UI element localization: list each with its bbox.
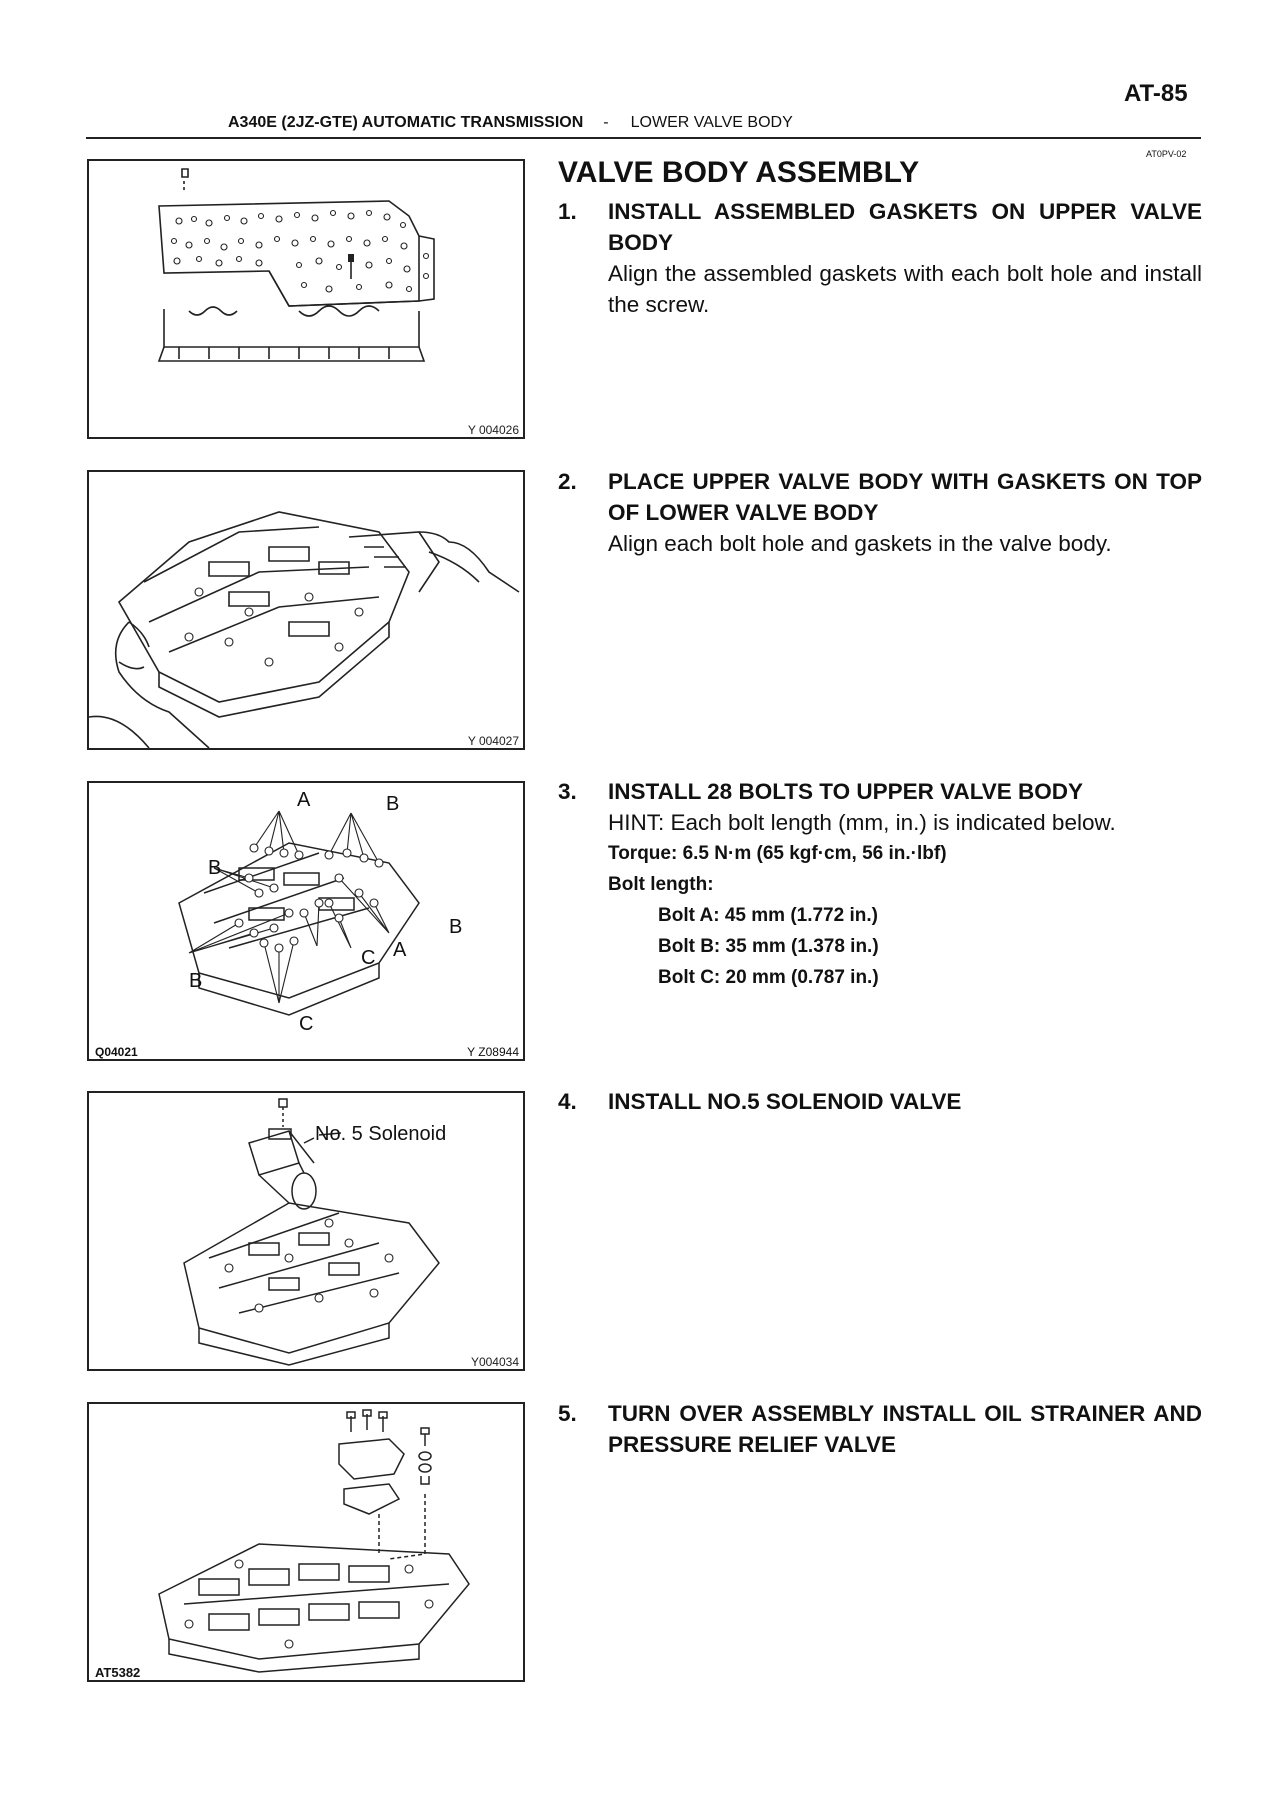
figure-code: Y 004026 xyxy=(467,423,519,437)
callout-b: B xyxy=(189,970,203,992)
step-number: 2. xyxy=(558,469,577,494)
callout-b: B xyxy=(208,857,222,879)
step-heading: INSTALL 28 BOLTS TO UPPER VALVE BODY xyxy=(608,779,1084,804)
manual-title: A340E (2JZ-GTE) AUTOMATIC TRANSMISSION xyxy=(228,114,584,131)
step-number: 4. xyxy=(558,1089,577,1114)
step-heading: INSTALL ASSEMBLED GASKETS ON UPPER VALVE BODY xyxy=(608,199,1202,255)
torque-spec: Torque: 6.5 N·m (65 kgf·cm, 56 in.·lbf) xyxy=(608,843,947,864)
solenoid-illustration xyxy=(89,1093,523,1369)
callout-c: C xyxy=(361,947,376,969)
callout-a: A xyxy=(393,939,407,961)
gasket-illustration xyxy=(89,161,523,437)
bolt-c-spec: Bolt C: 20 mm (0.787 in.) xyxy=(658,967,879,988)
figure-code: Y Z08944 xyxy=(467,1045,519,1059)
step-2 xyxy=(558,466,1202,559)
figure-code: Y 004027 xyxy=(467,734,519,748)
step-heading: PLACE UPPER VALVE BODY WITH GASKETS ON TOP OF LOWER VALVE BODY xyxy=(608,469,1202,525)
figure-bolt-locations xyxy=(87,781,525,1061)
step-text: Align the assembled gaskets with each bolt hole and install the screw. xyxy=(608,261,1202,317)
callout-b: B xyxy=(386,793,400,815)
step-text: Align each bolt hole and gaskets in the valve body. xyxy=(608,531,1112,556)
step-3 xyxy=(558,776,1202,993)
figure-solenoid xyxy=(87,1091,525,1371)
figure-left-code: Q04021 xyxy=(95,1045,138,1059)
step-5 xyxy=(558,1398,1202,1460)
step-number: 1. xyxy=(558,199,577,224)
hint-text: HINT: Each bolt length (mm, in.) is indicated below. xyxy=(608,810,1116,835)
page-number: AT-85 xyxy=(1124,80,1188,107)
step-4 xyxy=(558,1086,1202,1117)
bolt-b-spec: Bolt B: 35 mm (1.378 in.) xyxy=(658,936,879,957)
figure-gasket-install xyxy=(87,159,525,439)
callout-b: B xyxy=(449,916,463,938)
step-1 xyxy=(558,196,1202,320)
running-header xyxy=(228,114,793,132)
bolt-a-spec: Bolt A: 45 mm (1.772 in.) xyxy=(658,905,878,926)
step-heading: TURN OVER ASSEMBLY INSTALL OIL STRAINER AND PRESSURE RELIEF VALVE xyxy=(608,1401,1202,1457)
figure-oil-strainer xyxy=(87,1402,525,1682)
figure-place-upper-body xyxy=(87,470,525,750)
callout-a: A xyxy=(297,789,311,811)
oil-strainer-illustration xyxy=(89,1404,523,1680)
section-title: VALVE BODY ASSEMBLY xyxy=(558,156,920,189)
callout-c: C xyxy=(299,1013,314,1035)
figure-left-code: AT5382 xyxy=(95,1665,141,1680)
step-number: 5. xyxy=(558,1401,577,1426)
section-name: LOWER VALVE BODY xyxy=(630,114,793,131)
valve-body-hands-illustration xyxy=(89,472,523,748)
figure-code: Y004034 xyxy=(470,1355,519,1369)
step-heading: INSTALL NO.5 SOLENOID VALVE xyxy=(608,1089,962,1114)
solenoid-label: No. 5 Solenoid xyxy=(315,1123,447,1145)
bolt-length-label: Bolt length: xyxy=(608,874,714,895)
header-separator: - xyxy=(603,114,609,131)
step-number: 3. xyxy=(558,779,577,804)
header-rule xyxy=(86,137,1201,139)
document-code: AT0PV-02 xyxy=(1146,149,1187,159)
